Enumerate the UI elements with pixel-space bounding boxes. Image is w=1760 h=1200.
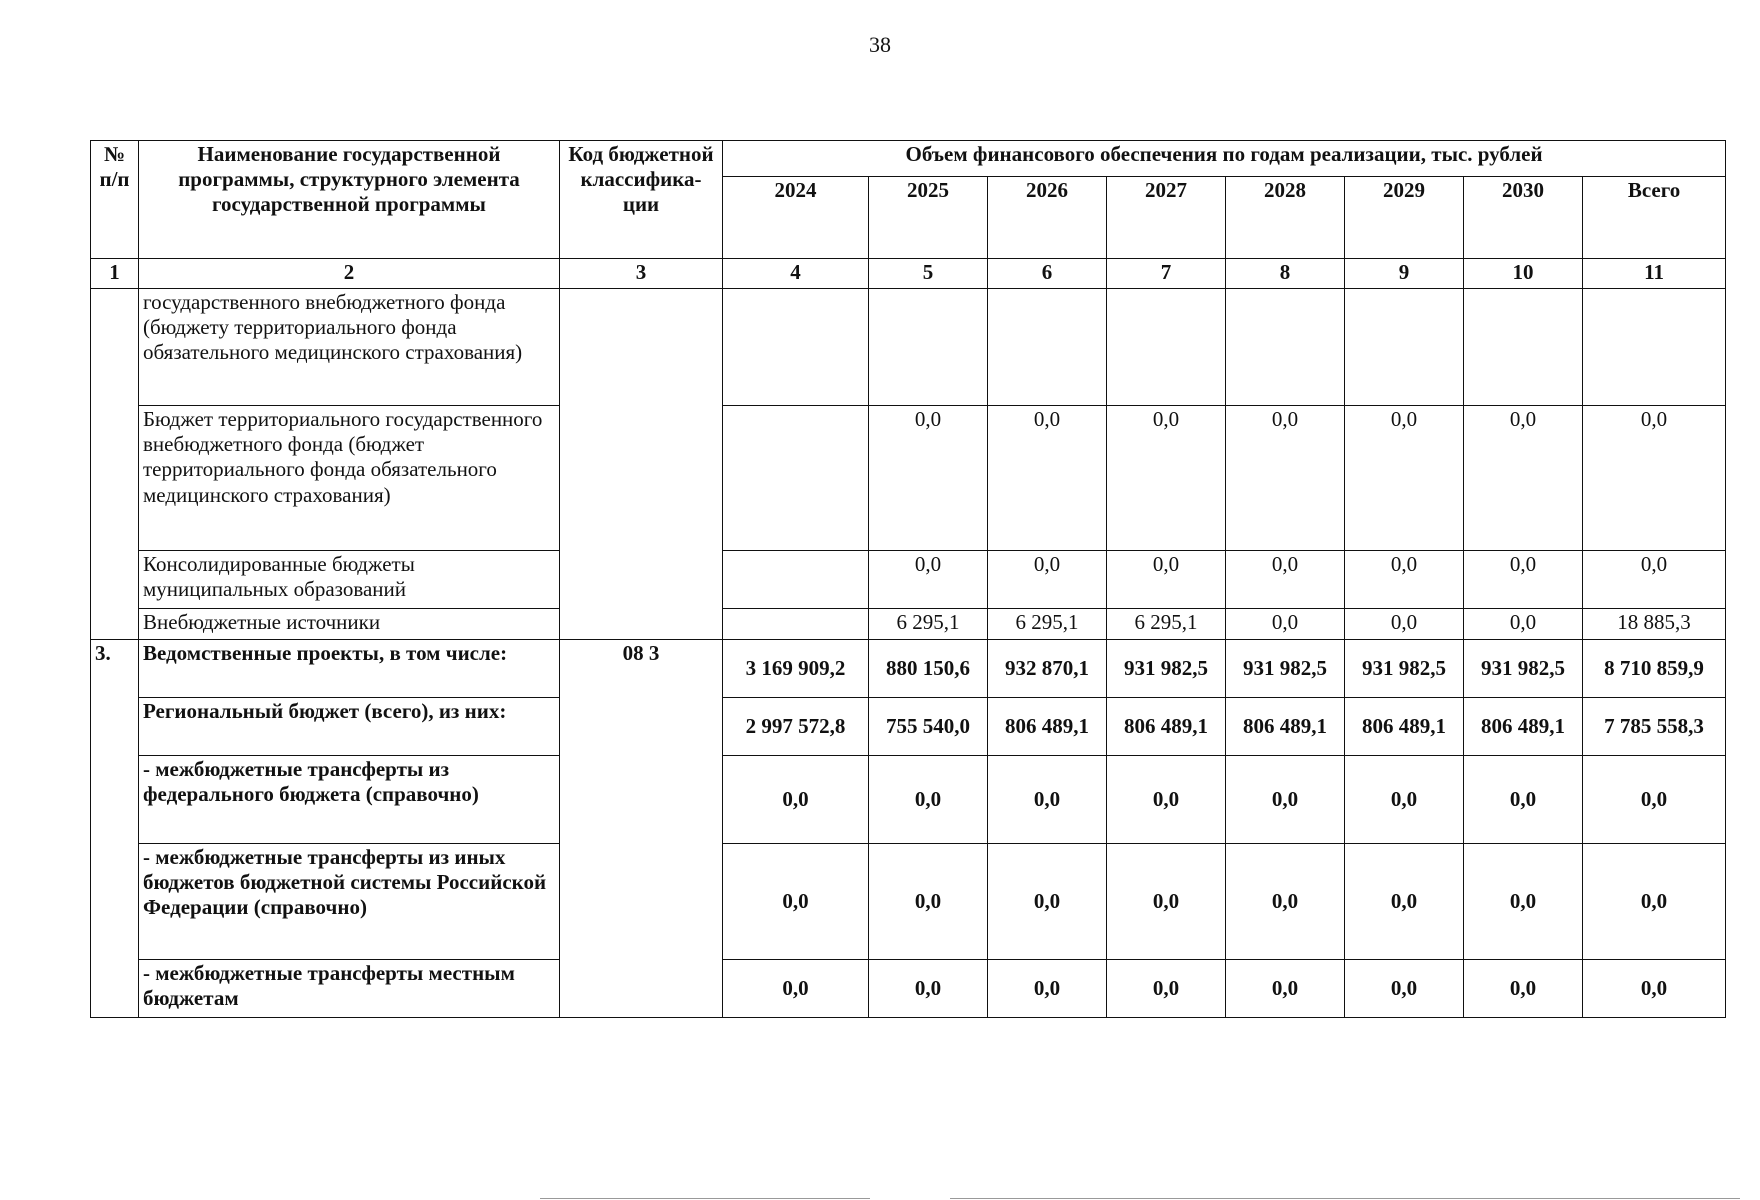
value-cell: 0,0 — [1464, 406, 1583, 551]
value-cell — [1107, 289, 1226, 406]
value-cell — [723, 406, 869, 551]
value-cell — [1226, 289, 1345, 406]
header-year: 2024 — [723, 177, 869, 259]
value-cell: 931 982,5 — [1464, 640, 1583, 698]
column-index: 2 — [139, 259, 560, 289]
value-cell — [1345, 289, 1464, 406]
value-cell: 7 785 558,3 — [1583, 698, 1726, 756]
value-cell: 0,0 — [1345, 551, 1464, 609]
value-cell: 806 489,1 — [1107, 698, 1226, 756]
budget-table — [90, 140, 1726, 1018]
column-index: 10 — [1464, 259, 1583, 289]
row-name: Консолидированные бюджеты муниципальных образований — [139, 551, 560, 609]
value-cell: 880 150,6 — [869, 640, 988, 698]
column-index: 4 — [723, 259, 869, 289]
value-cell: 0,0 — [1226, 960, 1345, 1018]
header-year: 2027 — [1107, 177, 1226, 259]
value-cell: 0,0 — [869, 406, 988, 551]
value-cell: 0,0 — [723, 960, 869, 1018]
value-cell: 0,0 — [723, 756, 869, 844]
value-cell: 0,0 — [1464, 609, 1583, 640]
column-index: 6 — [988, 259, 1107, 289]
row-name: государственного внебюджетного фонда (бюджету территориального фонда обязательного медицинского страхования) — [139, 289, 560, 406]
column-index-row — [91, 259, 1726, 289]
value-cell: 0,0 — [1583, 756, 1726, 844]
footer-rule — [950, 1198, 1740, 1199]
header-row — [91, 141, 1726, 177]
value-cell: 0,0 — [1226, 756, 1345, 844]
value-cell: 806 489,1 — [1226, 698, 1345, 756]
value-cell: 18 885,3 — [1583, 609, 1726, 640]
column-index: 1 — [91, 259, 139, 289]
value-cell: 0,0 — [869, 960, 988, 1018]
value-cell: 931 982,5 — [1107, 640, 1226, 698]
value-cell: 0,0 — [1583, 844, 1726, 960]
value-cell: 0,0 — [988, 756, 1107, 844]
value-cell: 0,0 — [1464, 960, 1583, 1018]
value-cell: 6 295,1 — [1107, 609, 1226, 640]
header-code: Код бюджетной классифика-ции — [560, 141, 723, 259]
value-cell — [723, 609, 869, 640]
value-cell: 806 489,1 — [988, 698, 1107, 756]
value-cell: 806 489,1 — [1345, 698, 1464, 756]
header-year: 2029 — [1345, 177, 1464, 259]
value-cell: 0,0 — [1583, 551, 1726, 609]
value-cell: 0,0 — [1345, 756, 1464, 844]
value-cell: 0,0 — [1226, 844, 1345, 960]
row-name: - межбюджетные трансферты местным бюджетам — [139, 960, 560, 1018]
value-cell: 755 540,0 — [869, 698, 988, 756]
table-row — [91, 289, 1726, 406]
header-year: 2026 — [988, 177, 1107, 259]
header-year: 2025 — [869, 177, 988, 259]
value-cell: 0,0 — [988, 406, 1107, 551]
row-name: Ведомственные проекты, в том числе: — [139, 640, 560, 698]
value-cell: 6 295,1 — [988, 609, 1107, 640]
footer-rule — [540, 1198, 870, 1199]
table-row — [91, 640, 1726, 698]
value-cell: 0,0 — [1226, 406, 1345, 551]
value-cell: 0,0 — [1345, 960, 1464, 1018]
row-name: - межбюджетные трансферты из федерального бюджета (справочно) — [139, 756, 560, 844]
table-row — [91, 609, 1726, 640]
value-cell: 0,0 — [1464, 844, 1583, 960]
value-cell: 0,0 — [1464, 551, 1583, 609]
row-name: - межбюджетные трансферты из иных бюджетов бюджетной системы Российской Федерации (справочно) — [139, 844, 560, 960]
header-total: Всего — [1583, 177, 1726, 259]
header-year: 2028 — [1226, 177, 1345, 259]
value-cell: 8 710 859,9 — [1583, 640, 1726, 698]
column-index: 3 — [560, 259, 723, 289]
section-num: 3. — [91, 640, 139, 1018]
row-name: Бюджет территориального государственного внебюджетного фонда (бюджет территориального фонда обязательного медицинского страхования) — [139, 406, 560, 551]
row-name: Региональный бюджет (всего), из них: — [139, 698, 560, 756]
value-cell: 931 982,5 — [1226, 640, 1345, 698]
value-cell: 0,0 — [869, 756, 988, 844]
value-cell: 0,0 — [869, 551, 988, 609]
table-row — [91, 406, 1726, 551]
header-num: № п/п — [91, 141, 139, 259]
value-cell: 0,0 — [1226, 551, 1345, 609]
value-cell — [723, 551, 869, 609]
table-row — [91, 960, 1726, 1018]
table-row — [91, 551, 1726, 609]
value-cell: 0,0 — [988, 551, 1107, 609]
value-cell: 2 997 572,8 — [723, 698, 869, 756]
value-cell — [869, 289, 988, 406]
column-index: 7 — [1107, 259, 1226, 289]
value-cell: 0,0 — [1107, 551, 1226, 609]
value-cell — [1464, 289, 1583, 406]
column-index: 9 — [1345, 259, 1464, 289]
value-cell: 6 295,1 — [869, 609, 988, 640]
page-number: 38 — [869, 32, 891, 57]
value-cell: 0,0 — [1583, 406, 1726, 551]
table-row — [91, 756, 1726, 844]
section-code: 08 3 — [560, 640, 723, 1018]
value-cell: 932 870,1 — [988, 640, 1107, 698]
header-name: Наименование государственной программы, структурного элемента государственной программы — [139, 141, 560, 259]
value-cell — [1583, 289, 1726, 406]
value-cell: 0,0 — [1107, 844, 1226, 960]
value-cell: 0,0 — [723, 844, 869, 960]
row-num-cell — [91, 289, 139, 640]
value-cell: 0,0 — [1107, 756, 1226, 844]
row-name: Внебюджетные источники — [139, 609, 560, 640]
value-cell: 0,0 — [1345, 609, 1464, 640]
value-cell: 3 169 909,2 — [723, 640, 869, 698]
header-year: 2030 — [1464, 177, 1583, 259]
column-index: 8 — [1226, 259, 1345, 289]
value-cell: 0,0 — [869, 844, 988, 960]
value-cell — [723, 289, 869, 406]
header-volume: Объем финансового обеспечения по годам реализации, тыс. рублей — [723, 141, 1726, 177]
value-cell: 0,0 — [1107, 406, 1226, 551]
value-cell: 0,0 — [1345, 406, 1464, 551]
value-cell: 0,0 — [1107, 960, 1226, 1018]
value-cell: 806 489,1 — [1464, 698, 1583, 756]
value-cell: 931 982,5 — [1345, 640, 1464, 698]
table-row — [91, 844, 1726, 960]
value-cell: 0,0 — [1583, 960, 1726, 1018]
table-row — [91, 698, 1726, 756]
row-code-cell — [560, 289, 723, 640]
value-cell: 0,0 — [1345, 844, 1464, 960]
column-index: 11 — [1583, 259, 1726, 289]
value-cell: 0,0 — [1464, 756, 1583, 844]
value-cell: 0,0 — [1226, 609, 1345, 640]
value-cell — [988, 289, 1107, 406]
column-index: 5 — [869, 259, 988, 289]
value-cell: 0,0 — [988, 844, 1107, 960]
value-cell: 0,0 — [988, 960, 1107, 1018]
